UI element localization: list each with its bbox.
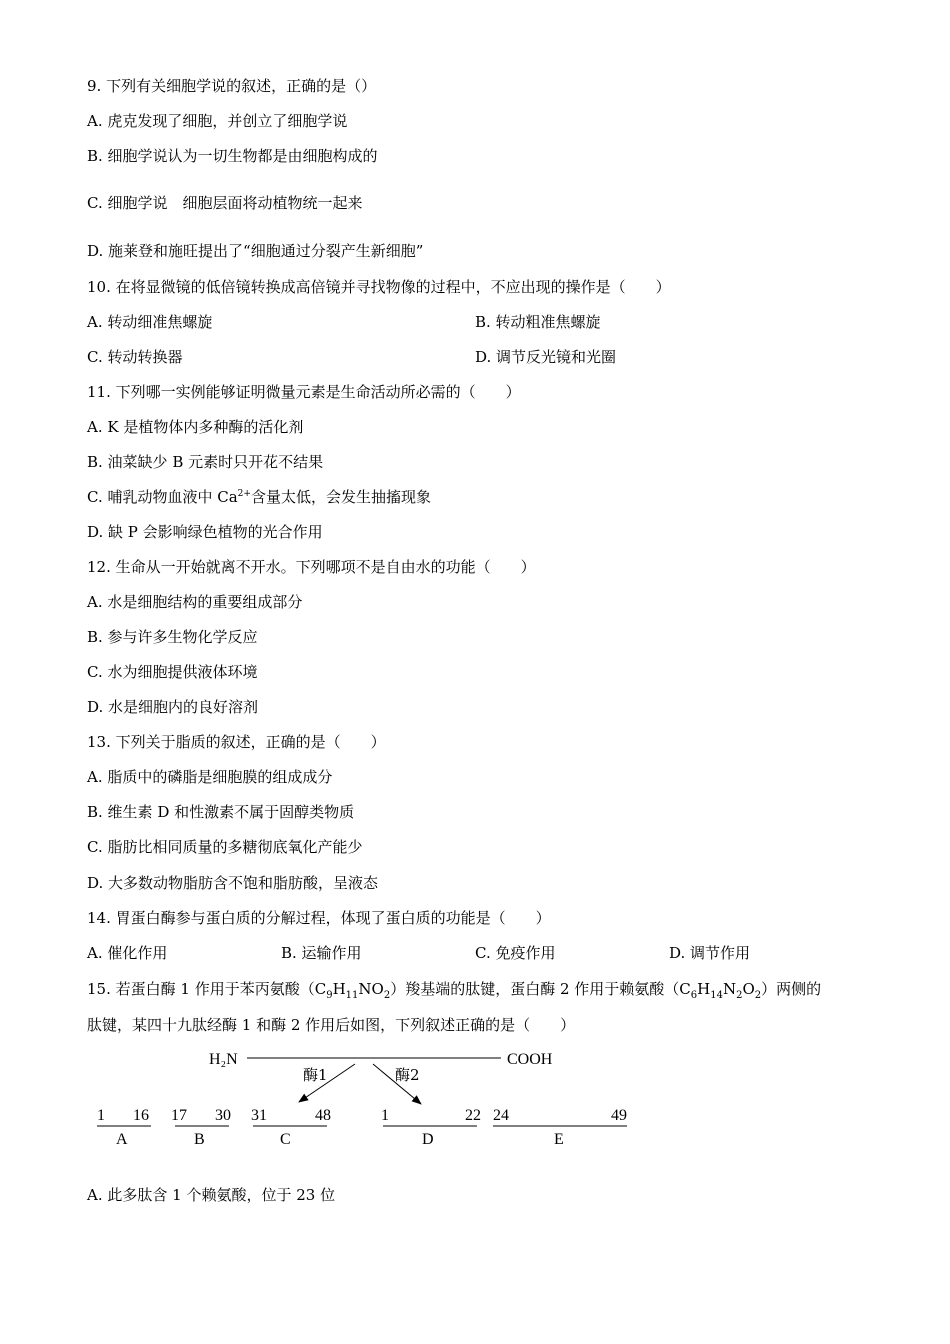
fragment-c-label: C	[280, 1131, 291, 1148]
q11-option-d: D. 缺 P 会影响绿色植物的光合作用	[87, 523, 323, 541]
fragment-a-start: 1	[97, 1107, 105, 1124]
q9-option-d: D. 施莱登和施旺提出了“细胞通过分裂产生新细胞”	[87, 242, 424, 260]
amino-terminus-label: H₂N	[209, 1051, 238, 1068]
q13-stem: 13. 下列关于脂质的叙述，正确的是（ ）	[87, 733, 386, 751]
enzyme2-label: 酶2	[395, 1066, 420, 1084]
formula-sub: 2	[736, 990, 743, 1001]
formula-text: NO	[358, 980, 384, 998]
q11-stem: 11. 下列哪一实例能够证明微量元素是生命活动所必需的（ ）	[87, 383, 521, 401]
q11-option-c-text-end: 含量太低，会发生抽搐现象	[250, 488, 431, 506]
q10-option-a: A. 转动细准焦螺旋	[87, 313, 213, 331]
q11-option-c	[87, 487, 431, 507]
q12-option-c: C. 水为细胞提供液体环境	[87, 663, 258, 681]
q15-stem-text: ）两侧的	[761, 980, 822, 998]
q9-option-c: C. 细胞学说 细胞层面将动植物统一起来	[87, 194, 363, 212]
q14-option-b: B. 运输作用	[281, 944, 362, 962]
q12-option-d: D. 水是细胞内的良好溶剂	[87, 698, 259, 716]
fragment-a-label: A	[116, 1131, 128, 1148]
fragment-d-label: D	[422, 1131, 434, 1148]
q12-stem: 12. 生命从一开始就离不开水。下列哪项不是自由水的功能（ ）	[87, 558, 536, 576]
q15-option-a: A. 此多肽含 1 个赖氨酸，位于 23 位	[87, 1186, 336, 1204]
q15-stem-text: ）羧基端的肽键，蛋白酶 2 作用于赖氨酸（C	[390, 980, 691, 998]
q12-option-a: A. 水是细胞结构的重要组成部分	[87, 593, 303, 611]
q14-stem: 14. 胃蛋白酶参与蛋白质的分解过程，体现了蛋白质的功能是（ ）	[87, 909, 551, 927]
formula-sub: 11	[345, 990, 359, 1001]
enzyme1-label: 酶1	[303, 1066, 328, 1084]
q15-stem-line2: 肽键，某四十九肽经酶 1 和酶 2 作用后如图，下列叙述正确的是（ ）	[87, 1016, 576, 1034]
fragment-e-end: 49	[611, 1107, 627, 1124]
fragment-b-end: 30	[215, 1107, 231, 1124]
q11-option-a: A. K 是植物体内多种酶的活化剂	[87, 418, 304, 436]
q13-option-b: B. 维生素 D 和性激素不属于固醇类物质	[87, 803, 355, 821]
fragment-b-start: 17	[171, 1107, 187, 1124]
charge-superscript: 2+	[237, 489, 251, 499]
q13-option-a: A. 脂质中的磷脂是细胞膜的组成成分	[87, 768, 333, 786]
q13-option-c: C. 脂肪比相同质量的多糖彻底氧化产能少	[87, 838, 363, 856]
formula-text: O	[742, 980, 755, 998]
formula-text: N	[722, 980, 737, 998]
q12-option-b: B. 参与许多生物化学反应	[87, 628, 258, 646]
fragment-c-start: 31	[251, 1107, 267, 1124]
fragment-b-label: B	[194, 1131, 205, 1148]
fragment-a-end: 16	[133, 1107, 149, 1124]
formula-sub: 2	[754, 990, 762, 1001]
q10-option-b: B. 转动粗准焦螺旋	[475, 313, 601, 331]
q13-option-d: D. 大多数动物脂肪含不饱和脂肪酸，呈液态	[87, 874, 379, 892]
q10-option-d: D. 调节反光镜和光圈	[475, 348, 617, 366]
q11-option-c-text: C. 哺乳动物血液中 Ca	[87, 488, 238, 506]
fragment-e-label: E	[554, 1131, 564, 1148]
fragment-c-end: 48	[315, 1107, 331, 1124]
fragment-e-start: 24	[493, 1107, 509, 1124]
peptide-cleavage-diagram	[87, 1040, 647, 1152]
q15-stem-text: 15. 若蛋白酶 1 作用于苯丙氨酸（C	[87, 980, 327, 998]
fragment-d-start: 1	[381, 1107, 389, 1124]
formula-sub: 14	[710, 990, 723, 1001]
formula-text: H	[332, 980, 346, 998]
formula-sub: 2	[383, 990, 391, 1001]
q9-option-b: B. 细胞学说认为一切生物都是由细胞构成的	[87, 147, 378, 165]
q11-option-b: B. 油菜缺少 B 元素时只开花不结果	[87, 453, 324, 471]
q15-stem	[87, 979, 821, 999]
q9-option-a: A. 虎克发现了细胞，并创立了细胞学说	[87, 112, 348, 130]
fragment-d-end: 22	[465, 1107, 481, 1124]
q14-option-a: A. 催化作用	[87, 944, 168, 962]
carboxyl-terminus-label: COOH	[507, 1051, 553, 1068]
formula-sub: 6	[690, 990, 698, 1001]
q10-option-c: C. 转动转换器	[87, 348, 183, 366]
formula-sub: 9	[326, 990, 333, 1001]
q14-option-d: D. 调节作用	[669, 944, 751, 962]
q9-stem: 9. 下列有关细胞学说的叙述，正确的是（）	[87, 77, 377, 95]
q10-stem: 10. 在将显微镜的低倍镜转换成高倍镜并寻找物像的过程中，不应出现的操作是（ ）	[87, 278, 671, 296]
formula-text: H	[697, 980, 711, 998]
q14-option-c: C. 免疫作用	[475, 944, 556, 962]
